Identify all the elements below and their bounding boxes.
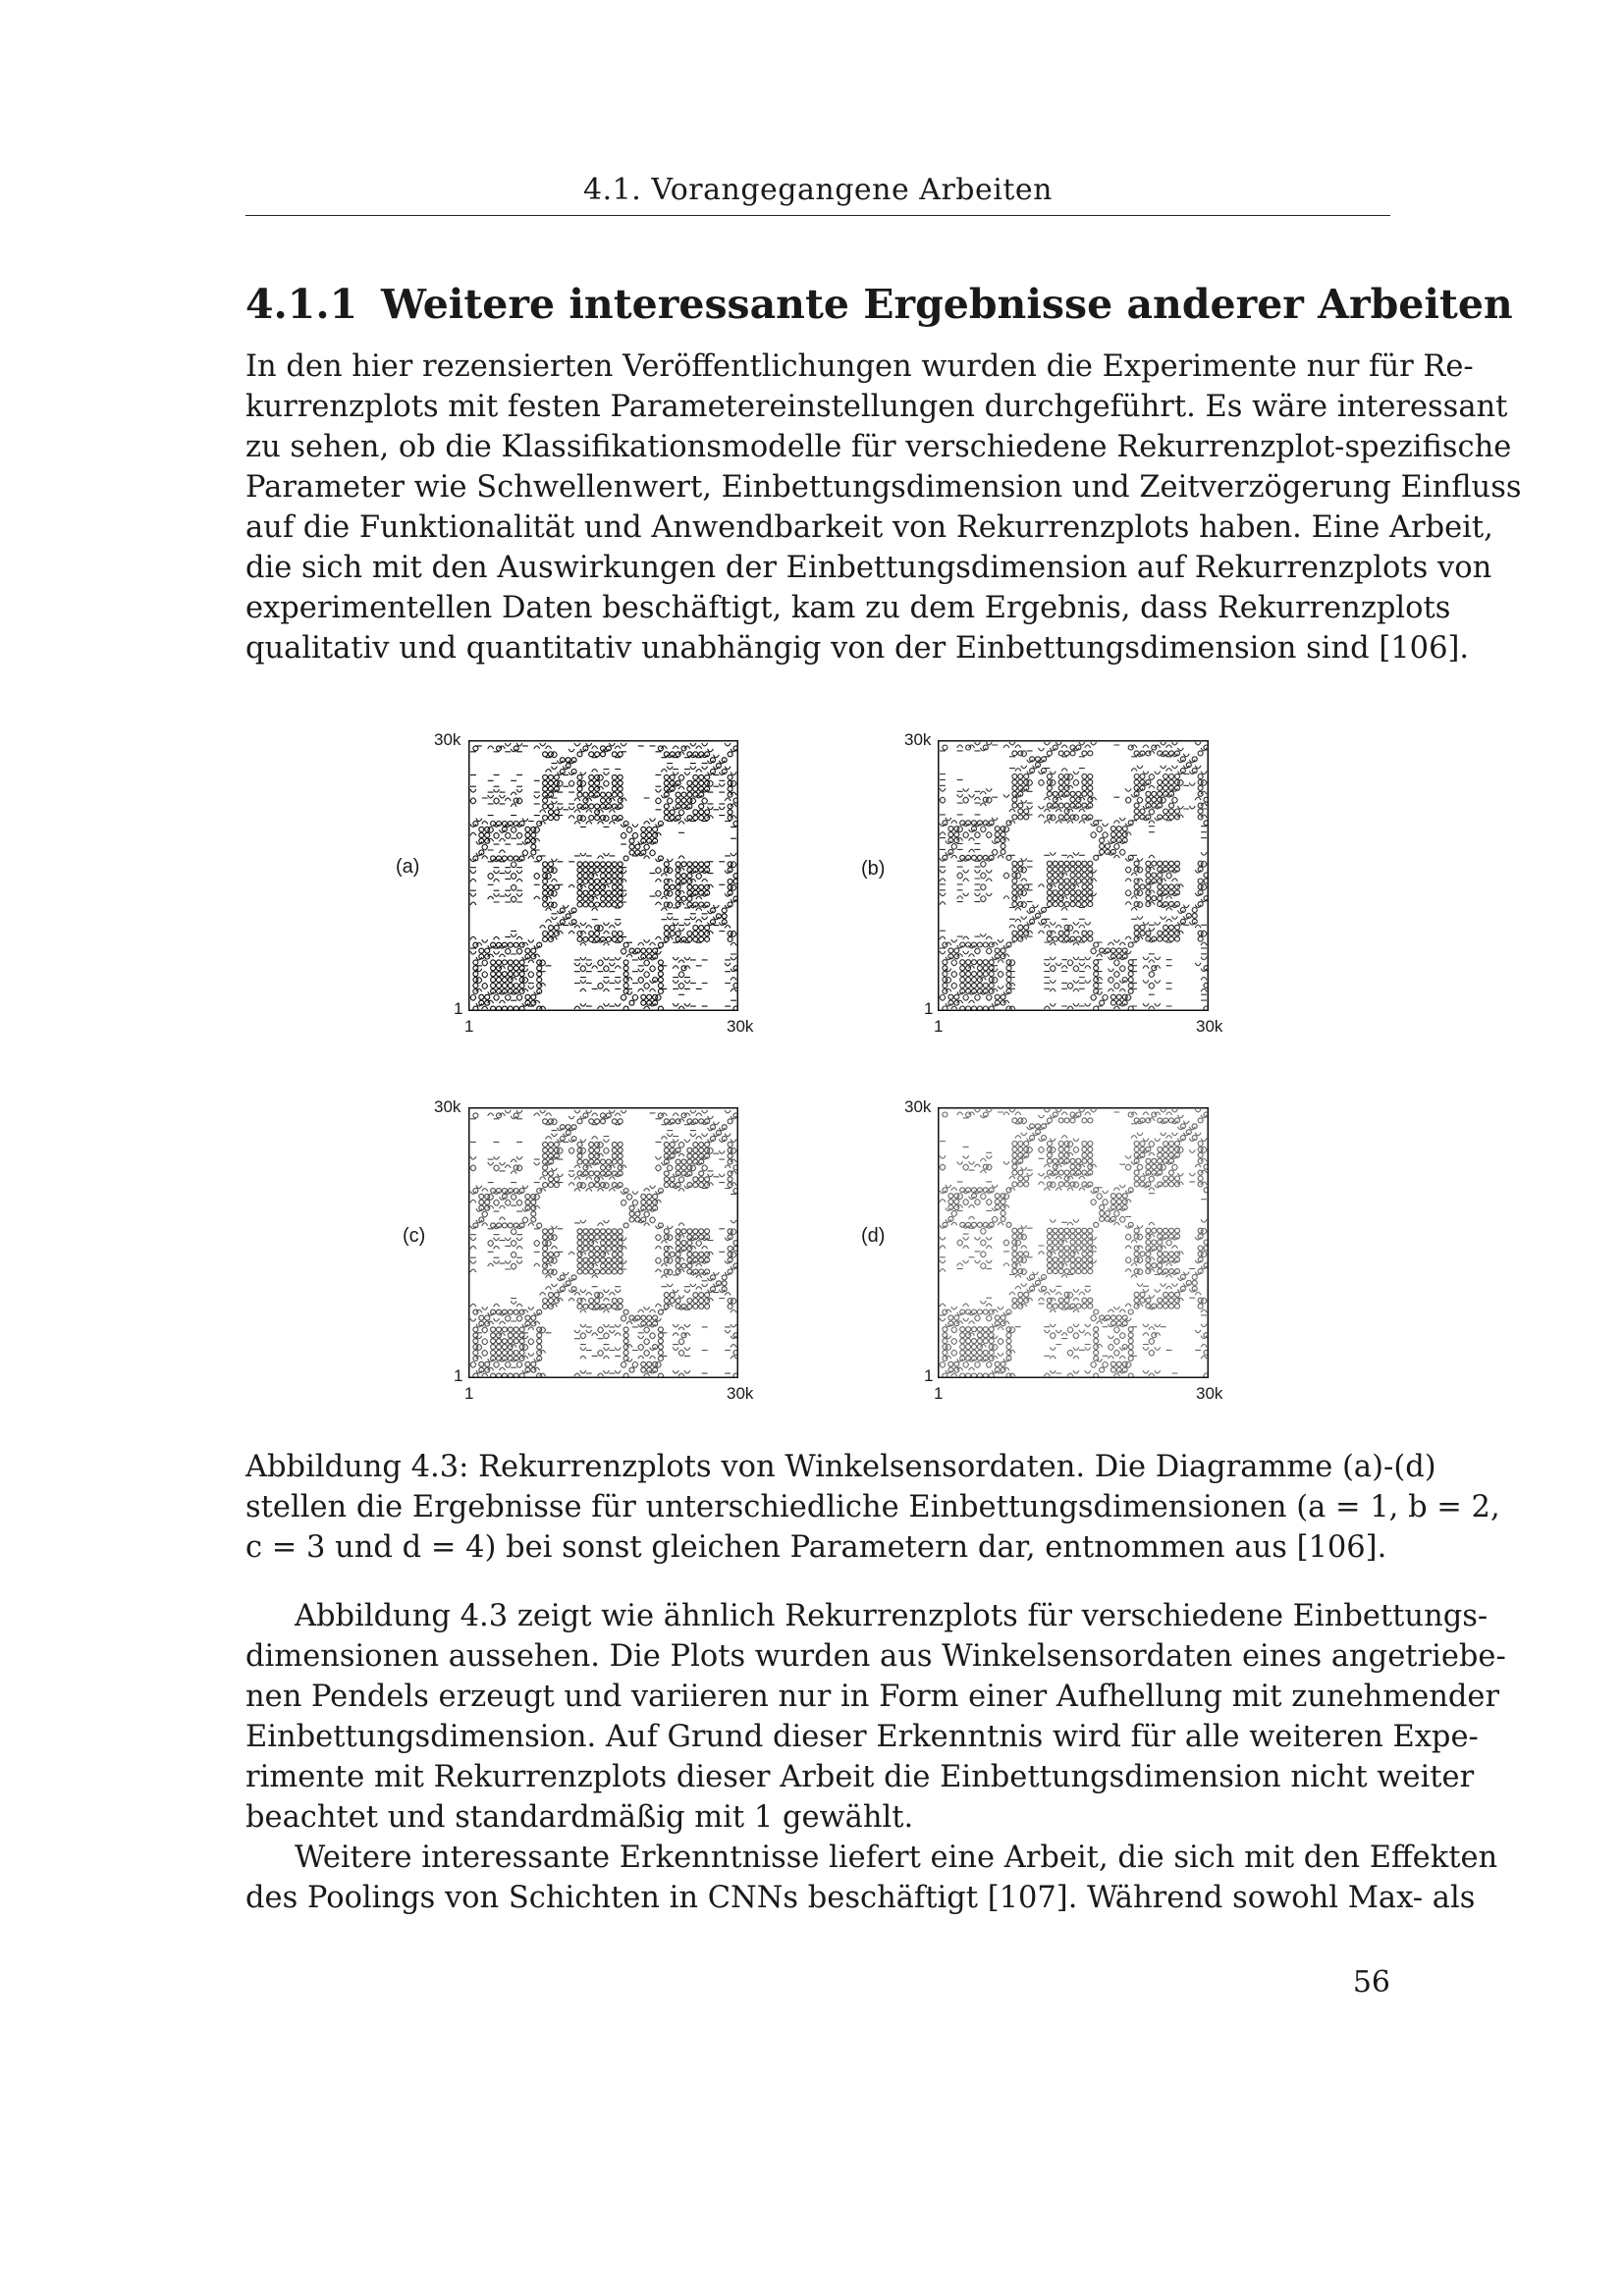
caption-line: c = 3 und d = 4) bei sonst gleichen Parametern dar, entnommen aus [106]. [245, 1530, 1387, 1565]
x-min-tick: 1 [464, 1017, 474, 1036]
recurrence-texture [940, 742, 1209, 1011]
x-min-tick: 1 [464, 1384, 474, 1403]
text-line: kurrenzplots mit festen Parametereinstellungen durchgeführt. Es wäre interessant [245, 390, 1508, 424]
text-line: Einbettungsdimension. Auf Grund dieser Erkenntnis wird für alle weiteren Expe- [245, 1720, 1479, 1754]
y-max-tick: 30k [434, 1097, 461, 1116]
text-line: zu sehen, ob die Klassifikationsmodelle für verschiedene Rekurrenzplot-spezifische [245, 430, 1512, 464]
caption-line: Abbildung 4.3: Rekurrenzplots von Winkelsensordaten. Die Diagramme (a)-(d) [245, 1450, 1436, 1484]
text-line: In den hier rezensierten Veröffentlichungen wurden die Experimente nur für Re- [245, 349, 1474, 384]
text-line: die sich mit den Auswirkungen der Einbettungsdimension auf Rekurrenzplots von [245, 551, 1492, 585]
text-line: Abbildung 4.3 zeigt wie ähnlich Rekurrenzplots für verschiedene Einbettungs- [295, 1599, 1489, 1633]
plot-frame [469, 741, 738, 1011]
panel-label: (b) [861, 858, 886, 880]
section-number: 4.1.1 [245, 281, 358, 328]
text-line: Parameter wie Schwellenwert, Einbettungsdimension und Zeitverzögerung Einfluss [245, 470, 1522, 505]
y-max-tick: 30k [434, 730, 461, 749]
panel-label: (a) [396, 856, 420, 878]
recurrence-texture [470, 1110, 738, 1378]
x-max-tick: 30k [1196, 1384, 1223, 1403]
y-min-tick: 1 [924, 1366, 934, 1385]
recurrence-contours [940, 1109, 1209, 1378]
recurrence-contours [940, 742, 1209, 1011]
plot-area [468, 740, 738, 1011]
text-line: auf die Funktionalität und Anwendbarkeit von Rekurrenzplots haben. Eine Arbeit, [245, 510, 1493, 545]
panel-label: (c) [403, 1225, 426, 1247]
recurrence-contours [470, 743, 738, 1011]
plot-frame [939, 1108, 1209, 1378]
paragraph-3 [245, 1838, 1498, 1918]
x-max-tick: 30k [1196, 1017, 1223, 1036]
plot-area [938, 1107, 1209, 1378]
recurrence-texture [470, 743, 738, 1011]
panel-label: (d) [861, 1225, 886, 1247]
x-min-tick: 1 [934, 1017, 944, 1036]
text-line: dimensionen aussehen. Die Plots wurden aus Winkelsensordaten eines angetriebe- [245, 1639, 1506, 1674]
x-max-tick: 30k [727, 1017, 754, 1036]
running-header: 4.1. Vorangegangene Arbeiten [583, 173, 1053, 207]
text-line: des Poolings von Schichten in CNNs beschäftigt [107]. Während sowohl Max- als [245, 1881, 1476, 1915]
plot-area [938, 740, 1209, 1011]
header-rule [245, 215, 1390, 216]
y-min-tick: 1 [454, 999, 463, 1018]
section-title: Weitere interessante Ergebnisse anderer Arbeiten [381, 281, 1513, 328]
paragraph-2 [245, 1596, 1506, 1838]
x-max-tick: 30k [727, 1384, 754, 1403]
recurrence-contours [470, 1110, 738, 1378]
text-line: qualitativ und quantitativ unabhängig von der Einbettungsdimension sind [106]. [245, 631, 1470, 666]
y-max-tick: 30k [904, 1097, 932, 1116]
text-line: experimentellen Daten beschäftigt, kam zu dem Ergebnis, dass Rekurrenzplots [245, 591, 1451, 625]
plot-frame [939, 741, 1209, 1011]
y-min-tick: 1 [924, 999, 934, 1018]
plot-frame [469, 1108, 738, 1378]
page-number: 56 [1352, 1965, 1390, 2000]
text-line: nen Pendels erzeugt und variieren nur in Form einer Aufhellung mit zunehmender [245, 1680, 1500, 1714]
text-line: beachtet und standardmäßig mit 1 gewählt. [245, 1800, 914, 1835]
text-line: Weitere interessante Erkenntnisse liefert eine Arbeit, die sich mit den Effekten [295, 1841, 1498, 1875]
y-min-tick: 1 [454, 1366, 463, 1385]
figure-caption [245, 1447, 1500, 1568]
caption-line: stellen die Ergebnisse für unterschiedliche Einbettungsdimensionen (a = 1, b = 2, [245, 1490, 1500, 1524]
y-max-tick: 30k [904, 730, 932, 749]
section-heading [245, 281, 1513, 328]
recurrence-texture [940, 1109, 1209, 1378]
text-line: rimente mit Rekurrenzplots dieser Arbeit die Einbettungsdimension nicht weiter [245, 1760, 1475, 1794]
plot-area [468, 1107, 738, 1378]
x-min-tick: 1 [934, 1384, 944, 1403]
paragraph-1 [245, 347, 1522, 668]
